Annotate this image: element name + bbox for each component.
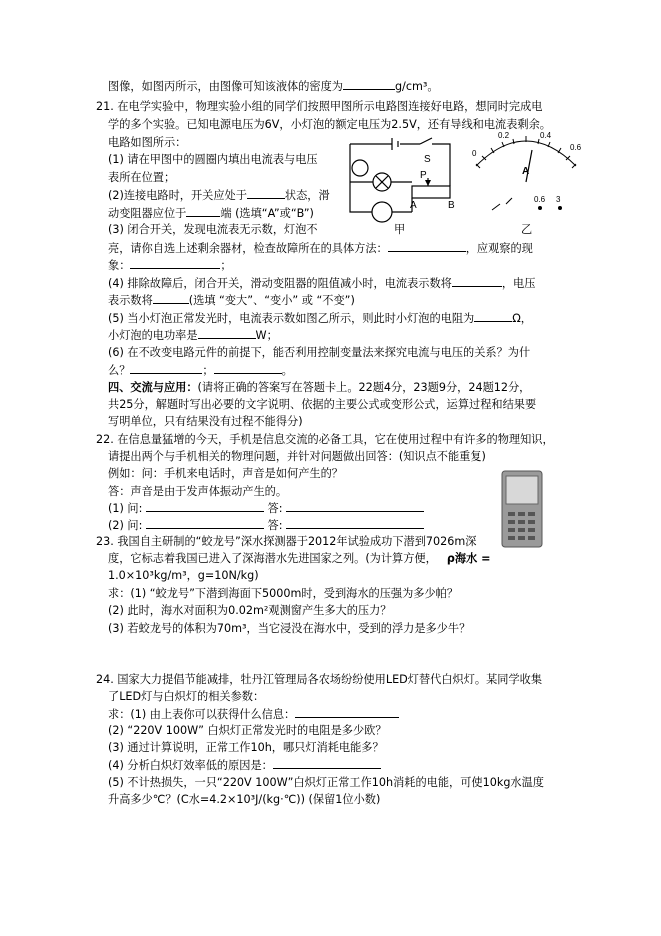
q21-p2b-post: 端 (选填“A”或“B”) — [220, 207, 314, 220]
section4-intro: (请将正确的答案写在答题卡上。22题4分，23题9分，24题12分， — [197, 381, 531, 394]
q21-p4-line-a — [108, 275, 535, 291]
q21-p2-post: 状态，滑 — [284, 189, 330, 202]
q21-p4a-post: ，电压 — [501, 277, 536, 290]
q21-line-3: 电路如图所示： — [108, 136, 187, 149]
ammeter-unit: A — [522, 166, 530, 177]
section4-line-2: 共25分，解题时写出必要的文字说明、依据的主要公式或变形公式，运算过程和结果要 — [108, 398, 537, 411]
q20-tail-text: 图像，如图丙所示，由图像可知该液体的密度为 — [108, 80, 343, 93]
q22-item-1 — [108, 500, 424, 516]
q21-p5a-post: Ω， — [512, 312, 532, 325]
q22-answer-1-blank[interactable] — [286, 500, 424, 512]
q21-p5a-pre: (5) 当小灯泡正常发光时，电流表示数如图乙所示，则此时小灯泡的电阻为 — [108, 312, 475, 325]
resistance-blank[interactable] — [474, 310, 512, 322]
end-b-label: B — [448, 200, 455, 211]
mobile-phone-image — [501, 470, 543, 548]
q23-line-3: 1.0×10³kg/m³，g=10N/kg) — [108, 569, 259, 582]
section4-line-1 — [108, 380, 530, 395]
q21-p4b-pre: 表示数将 — [108, 294, 153, 307]
q24-part-1-text: 求：(1) 由上表你可以获得什么信息： — [108, 708, 296, 721]
q21-p6-line-b — [108, 362, 293, 378]
q23-line-1: 23. 我国自主研制的“蛟龙号”深水探测器于2012年试验成功下潜到7026m深 — [96, 535, 477, 548]
q24-part-5-line-a: (5) 不计热损失，一只“220V 100W”白炽灯正常工作10h消耗的电能，可使10kg水温度 — [108, 776, 544, 789]
q21-p3-line-a: (3) 闭合开关，发现电流表无示数，灯泡不 — [108, 223, 318, 236]
q21-p3b-post: ，应观察的现 — [465, 242, 533, 255]
q21-p3b-pre: 亮，请你自选上述剩余器材，检查故障所在的具体方法： — [108, 242, 388, 255]
q21-line-2: 学的多个实验。已知电源电压为6V，小灯泡的额定电压为2.5V，还有导线和电流表剩余。 — [108, 118, 551, 131]
terminal-06: 0.6 — [534, 195, 546, 204]
q21-p2-pre: (2)连接电路时，开关应处于 — [108, 189, 247, 202]
density-answer-blank[interactable] — [343, 78, 395, 90]
scale-04: 0.4 — [540, 131, 552, 140]
terminal-dot — [558, 206, 562, 210]
q21-p6b-mid: ； — [202, 364, 214, 377]
q23-part-1: 求：(1) “蛟龙号”下潜到海面下5000m时，受到海水的压强为多少帕？ — [108, 587, 459, 600]
q21-p3-line-b — [108, 240, 533, 256]
q23-line-2-text: 度，它标志着我国已进入了深海潜水先进国家之列。(为计算方便， — [108, 552, 437, 565]
scale-02: 0.2 — [498, 131, 510, 140]
q21-p3c-post: ； — [220, 259, 232, 272]
end-a-label: A — [410, 200, 417, 211]
q21-p6b-pre: 么？ — [108, 364, 131, 377]
q21-p3-line-c — [108, 257, 232, 273]
q22-example-question: 例如：问：手机来电话时，声音是如何产生的？ — [108, 467, 343, 480]
q24-info-blank[interactable] — [295, 706, 399, 718]
q24-part-5-line-b: 升高多少℃？(C水=4.2×10³J/(kg·℃)) (保留1位小数) — [108, 793, 381, 806]
q21-p5-line-b — [108, 327, 278, 343]
q21-p6-line-a: (6) 在不改变电路元件的前提下，能否利用控制变量法来探究电流与电压的关系？为什 — [108, 346, 531, 359]
q21-p2-line-b — [108, 205, 314, 221]
circuit-diagram-jia — [340, 134, 466, 232]
rheostat-end-blank[interactable] — [186, 205, 220, 217]
q24-part-1 — [108, 706, 399, 722]
q22-line-2: 请提出两个与手机相关的物理问题，并针对问题做出回答：(知识点不能重复) — [108, 450, 486, 463]
ammeter-figure-yi — [466, 120, 586, 220]
q21-p5b-pre: 小灯泡的电功率是 — [108, 329, 198, 342]
q21-p1-line-b: 表所在位置； — [108, 171, 176, 184]
reason-blank[interactable] — [214, 362, 282, 374]
q22-question-2-blank[interactable] — [146, 517, 264, 529]
q23-line-2 — [108, 551, 490, 566]
q21-p4a-pre: (4) 排除故障后，闭合开关，滑动变阻器的阻值减小时，电流表示数将 — [108, 277, 452, 290]
q20-tail-line — [108, 78, 439, 94]
q24-line-1: 24. 国家大力提倡节能减排，牡丹江管理局各农场纷纷使用LED灯替代白炽灯。某同学收集 — [96, 673, 543, 686]
q22-item-1-label: (1) 问: — [108, 502, 143, 515]
can-or-not-blank[interactable] — [130, 362, 202, 374]
q24-part-4 — [108, 757, 381, 773]
scale-0: 0 — [472, 149, 477, 158]
q20-unit: g/cm³。 — [394, 80, 439, 93]
q24-line-2: 了LED灯与白炽灯的相关参数： — [108, 690, 265, 703]
q21-p4-line-b — [108, 292, 355, 308]
slider-label: P — [420, 170, 427, 181]
figure-jia-caption: 甲 — [394, 223, 406, 236]
q23-part-2: (2) 此时，海水对面积为0.02m²观测窗产生多大的压力？ — [108, 604, 392, 617]
section4-title: 四、交流与应用： — [108, 381, 198, 394]
q22-question-1-blank[interactable] — [146, 500, 264, 512]
voltage-change-blank[interactable] — [153, 292, 189, 304]
q21-p5b-post: W； — [255, 329, 278, 342]
q21-p2-line-a — [108, 187, 330, 203]
q21-line-1: 21. 在电学实验中，物理实验小组的同学们按照甲图所示电路图连接好电路，想同时完成电 — [96, 100, 543, 113]
scale-06: 0.6 — [570, 143, 582, 152]
q22-item-2 — [108, 517, 424, 533]
q24-part-3: (3) 通过计算说明，正常工作10h，哪只灯消耗电能多？ — [108, 741, 384, 754]
q23-part-3: (3) 若蛟龙号的体积为70m³，当它浸没在海水中，受到的浮力是多少牛？ — [108, 622, 471, 635]
power-blank[interactable] — [198, 327, 256, 339]
check-method-blank[interactable] — [388, 240, 466, 252]
section4-line-3: 写明单位，只有结果没有过程不能得分) — [108, 415, 303, 428]
q21-p6b-post: 。 — [281, 364, 293, 377]
q21-p4b-post: (选填 “变大”、“变小” 或 “不变”) — [188, 294, 355, 307]
q22-answer-2-blank[interactable] — [286, 517, 424, 529]
switch-state-blank[interactable] — [247, 187, 285, 199]
q21-p1-line-a: (1) 请在甲图中的圆圈内填出电流表与电压 — [108, 153, 318, 166]
q24-reason-blank[interactable] — [273, 757, 381, 769]
q22-answer-1-label: 答: — [267, 502, 283, 515]
phenomenon-blank[interactable] — [130, 257, 220, 269]
terminal-3: 3 — [556, 195, 561, 204]
q21-p2b-pre: 动变阻器应位于 — [108, 207, 187, 220]
q21-p5-line-a — [108, 310, 532, 326]
q21-p3c-pre: 象： — [108, 259, 131, 272]
current-change-blank[interactable] — [452, 275, 502, 287]
switch-label: S — [424, 154, 431, 165]
rho-seawater-symbol: ρ海水 = — [446, 552, 491, 565]
q24-part-4-text: (4) 分析白炽灯效率低的原因是： — [108, 759, 273, 772]
figure-yi-caption: 乙 — [521, 223, 533, 236]
terminal-dot — [538, 206, 542, 210]
q22-line-1: 22. 在信息量猛增的今天，手机是信息交流的必备工具，它在使用过程中有许多的物理知识， — [96, 433, 554, 446]
q24-part-2: (2) “220V 100W” 白炽灯正常发光时的电阻是多少欧？ — [108, 724, 387, 737]
q22-answer-2-label: 答: — [267, 519, 283, 532]
q22-example-answer: 答：声音是由于发声体振动产生的。 — [108, 485, 288, 498]
q22-item-2-label: (2) 问: — [108, 519, 143, 532]
